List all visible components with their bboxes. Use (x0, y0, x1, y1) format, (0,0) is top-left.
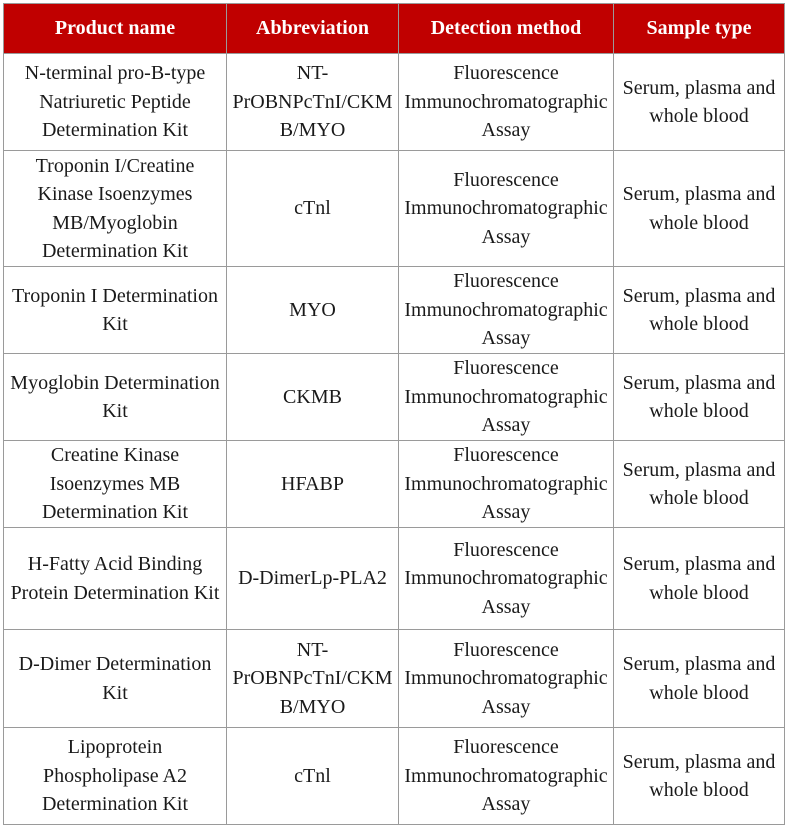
abbreviation-cell: cTnl (227, 151, 399, 267)
sample-type-cell: Serum, plasma and whole blood (614, 354, 785, 441)
detection-method-cell: Fluorescence Immunochromatographic Assay (399, 54, 614, 151)
product-name-cell: Troponin I/Creatine Kinase Isoenzymes MB/Myoglobin Determination Kit (4, 151, 227, 267)
abbreviation-cell: CKMB (227, 354, 399, 441)
detection-method-cell: Fluorescence Immunochromatographic Assay (399, 630, 614, 728)
abbreviation-cell: NT-PrOBNPcTnI/CKMB/MYO (227, 630, 399, 728)
header-detection-method: Detection method (399, 4, 614, 54)
sample-type-cell: Serum, plasma and whole blood (614, 728, 785, 825)
product-name-cell: Troponin I Determination Kit (4, 267, 227, 354)
detection-method-cell: Fluorescence Immunochromatographic Assay (399, 728, 614, 825)
table-row (4, 354, 785, 441)
header-product-name: Product name (4, 4, 227, 54)
table-row (4, 728, 785, 825)
detection-method-cell: Fluorescence Immunochromatographic Assay (399, 441, 614, 528)
sample-type-cell: Serum, plasma and whole blood (614, 630, 785, 728)
product-name-cell: D-Dimer Determination Kit (4, 630, 227, 728)
sample-type-cell: Serum, plasma and whole blood (614, 54, 785, 151)
sample-type-cell: Serum, plasma and whole blood (614, 441, 785, 528)
header-row (4, 4, 785, 54)
product-name-cell: N-terminal pro-B-type Natriuretic Peptide Determination Kit (4, 54, 227, 151)
table-row (4, 528, 785, 630)
abbreviation-cell: NT-PrOBNPcTnI/CKMB/MYO (227, 54, 399, 151)
table-row (4, 151, 785, 267)
detection-method-cell: Fluorescence Immunochromatographic Assay (399, 528, 614, 630)
detection-method-cell: Fluorescence Immunochromatographic Assay (399, 354, 614, 441)
product-name-cell: Myoglobin Determination Kit (4, 354, 227, 441)
product-name-cell: H-Fatty Acid Binding Protein Determination Kit (4, 528, 227, 630)
abbreviation-cell: cTnl (227, 728, 399, 825)
abbreviation-cell: HFABP (227, 441, 399, 528)
sample-type-cell: Serum, plasma and whole blood (614, 528, 785, 630)
abbreviation-cell: D-DimerLp-PLA2 (227, 528, 399, 630)
product-table (3, 3, 785, 825)
detection-method-cell: Fluorescence Immunochromatographic Assay (399, 151, 614, 267)
header-sample-type: Sample type (614, 4, 785, 54)
product-name-cell: Lipoprotein Phospholipase A2 Determination Kit (4, 728, 227, 825)
sample-type-cell: Serum, plasma and whole blood (614, 151, 785, 267)
detection-method-cell: Fluorescence Immunochromatographic Assay (399, 267, 614, 354)
product-name-cell: Creatine Kinase Isoenzymes MB Determination Kit (4, 441, 227, 528)
header-abbreviation: Abbreviation (227, 4, 399, 54)
table-row (4, 267, 785, 354)
abbreviation-cell: MYO (227, 267, 399, 354)
table-row (4, 54, 785, 151)
table-row (4, 630, 785, 728)
table-row (4, 441, 785, 528)
sample-type-cell: Serum, plasma and whole blood (614, 267, 785, 354)
